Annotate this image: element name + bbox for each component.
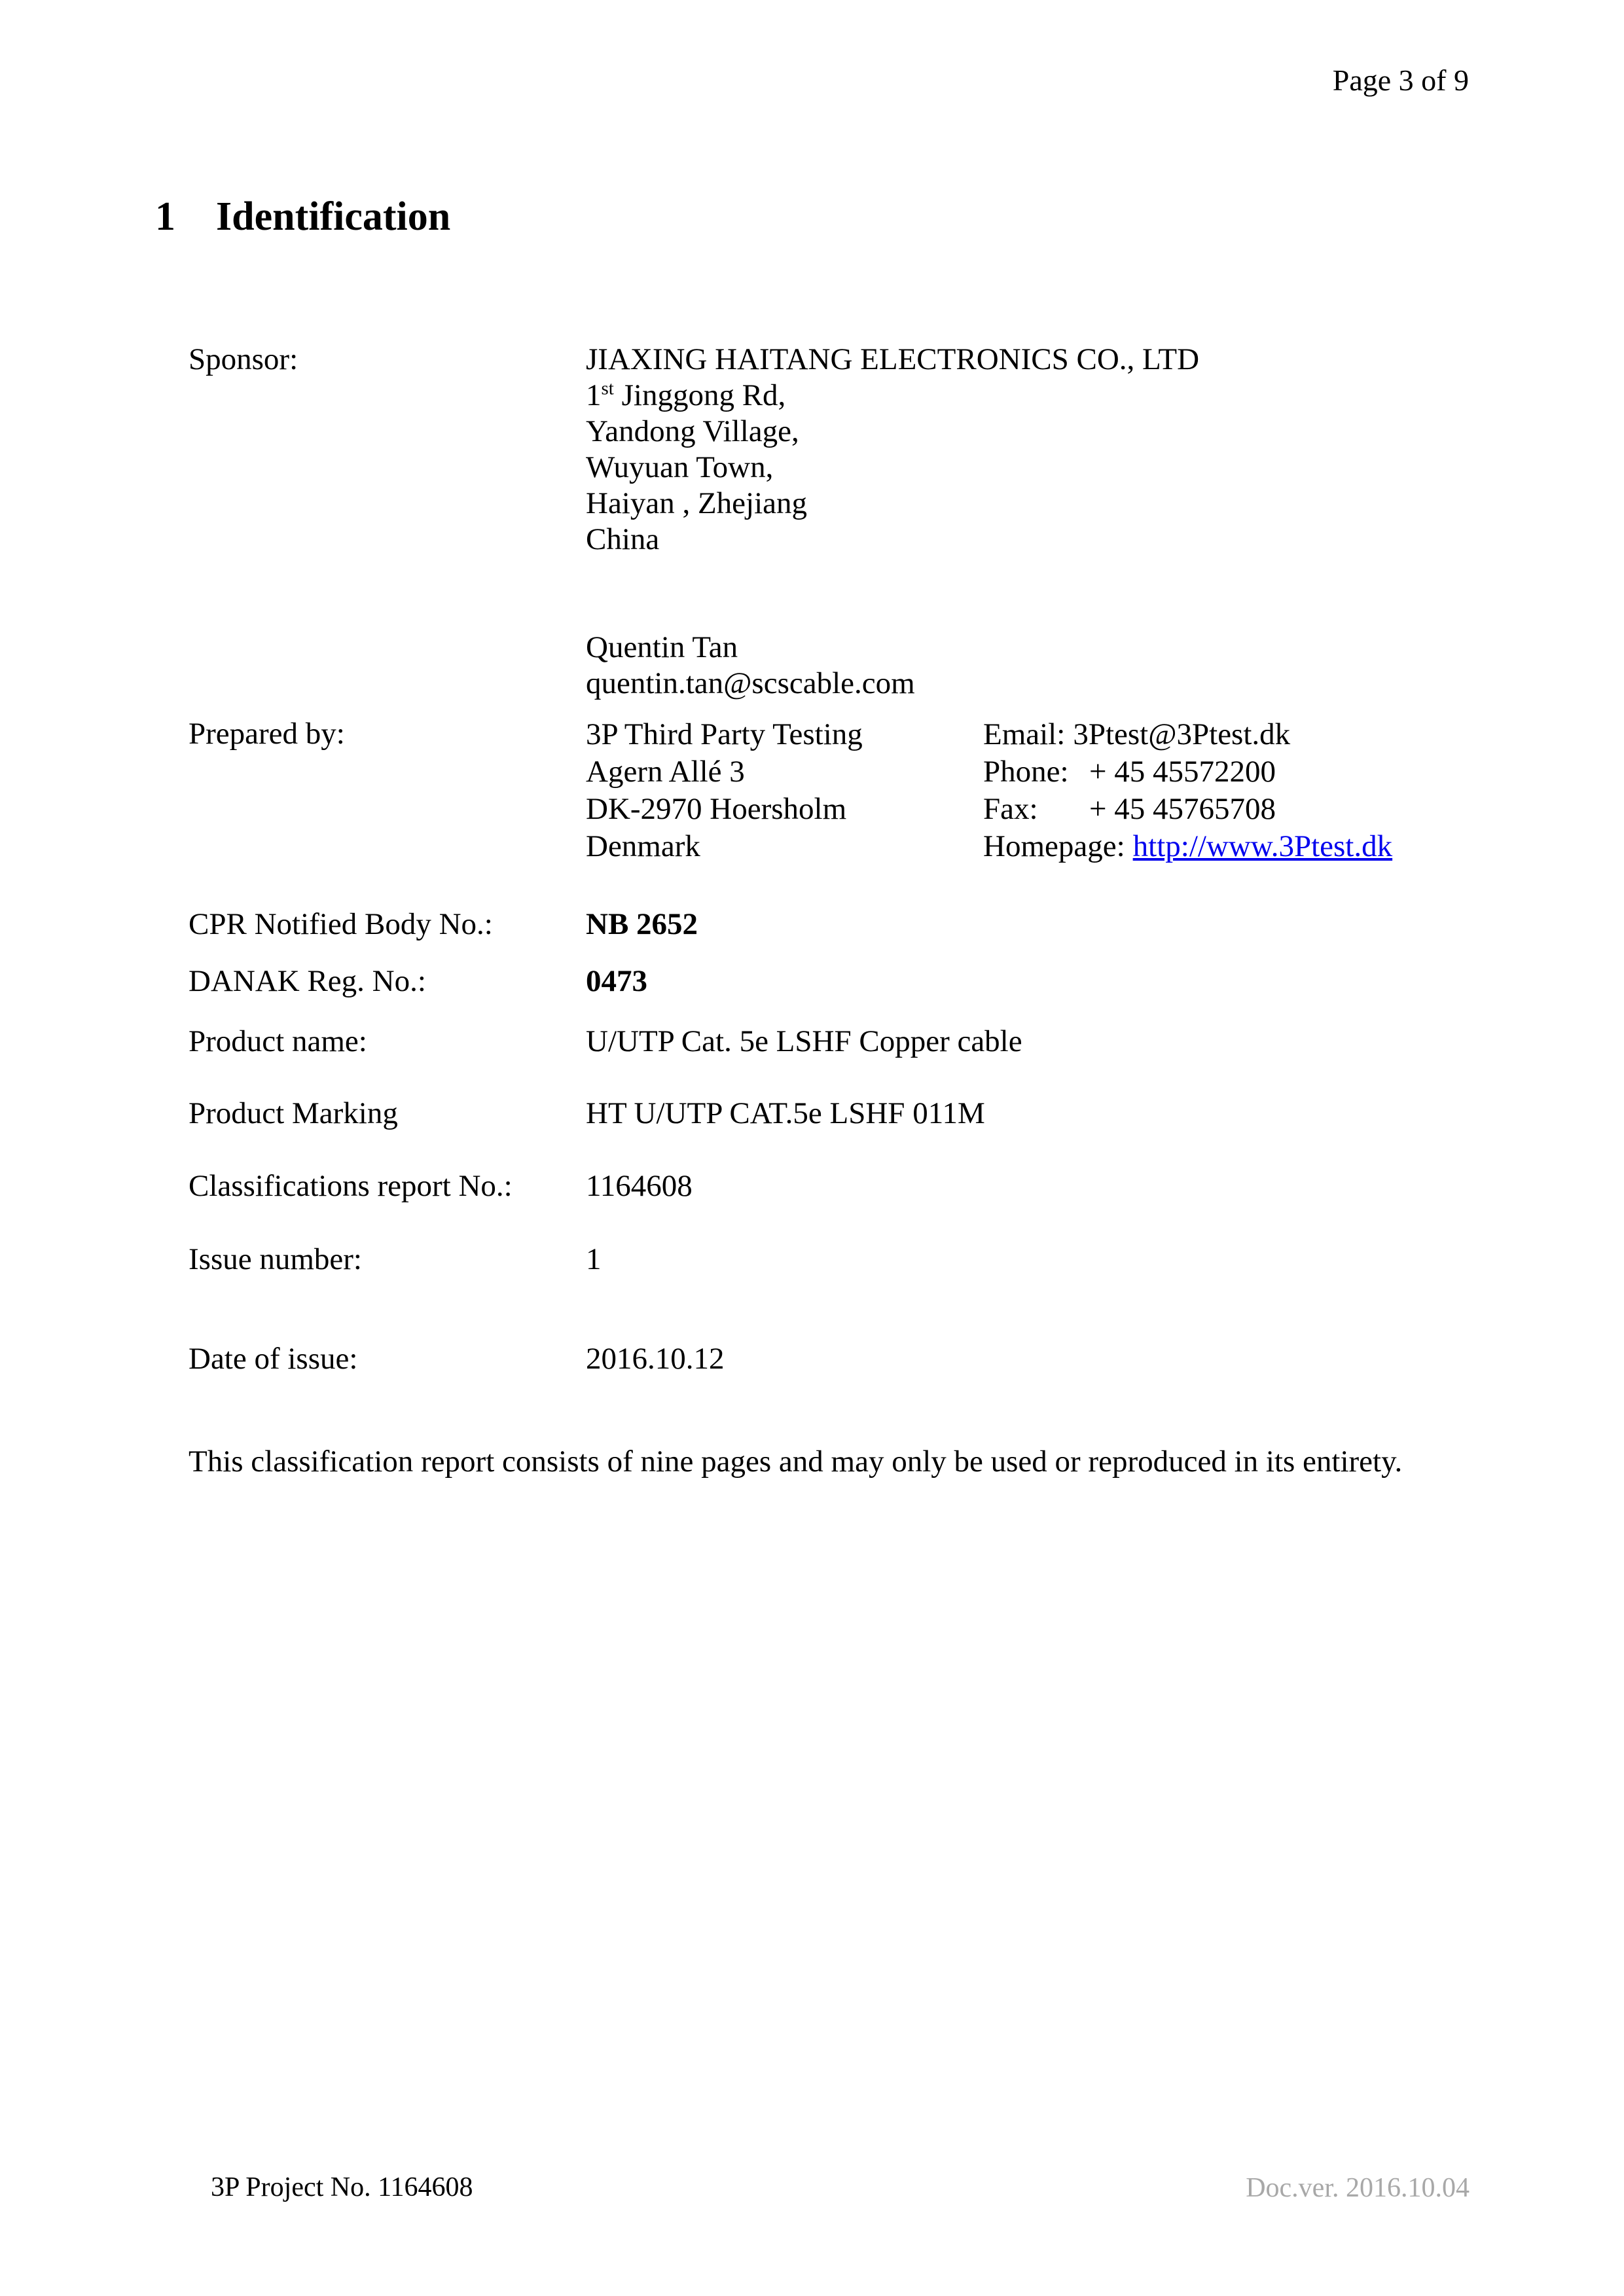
field-row-date-of-issue xyxy=(0,1341,1624,1380)
sponsor-contact-email: quentin.tan@scscable.com xyxy=(586,666,915,700)
sponsor-address-line: Wuyuan Town, xyxy=(586,450,774,484)
page-number: Page 3 of 9 xyxy=(1332,63,1469,97)
field-row-issue-number xyxy=(0,1242,1624,1281)
prepared-by-label: Prepared by: xyxy=(189,717,345,751)
prepared-by-address-line: DK-2970 Hoersholm xyxy=(586,792,847,826)
field-row-cpr-notified-body xyxy=(0,906,1624,946)
field-row-product-marking xyxy=(0,1096,1624,1135)
field-value: 0473 xyxy=(586,964,647,998)
field-label: Product name: xyxy=(189,1024,367,1058)
contact-line-email xyxy=(983,716,1392,753)
phone-value: + 45 45572200 xyxy=(1089,755,1276,789)
field-value: 1 xyxy=(586,1242,602,1276)
sponsor-street-name: Jinggong Rd, xyxy=(613,378,786,412)
field-row-product-name xyxy=(0,1024,1624,1063)
prepared-by-address-line: Agern Allé 3 xyxy=(586,755,745,789)
field-value: 2016.10.12 xyxy=(586,1342,725,1376)
email-value: 3Ptest@3Ptest.dk xyxy=(1073,717,1291,751)
fax-value: + 45 45765708 xyxy=(1089,792,1276,826)
field-label: DANAK Reg. No.: xyxy=(189,964,426,998)
field-label: Issue number: xyxy=(189,1242,362,1276)
sponsor-company: JIAXING HAITANG ELECTRONICS CO., LTD xyxy=(586,342,1200,376)
contact-line-phone xyxy=(983,753,1392,791)
footer-project-number: 3P Project No. 1164608 xyxy=(211,2172,473,2202)
field-value: 1164608 xyxy=(586,1169,693,1203)
spacer xyxy=(586,558,1199,630)
sponsor-street-number: 1 xyxy=(586,378,602,412)
contact-line-homepage xyxy=(983,828,1392,865)
entirety-note: This classification report consists of nine pages and may only be used or reproduced in its entirety. xyxy=(189,1444,1403,1479)
prepared-by-address-line: Denmark xyxy=(586,829,700,863)
email-label: Email: xyxy=(983,717,1066,751)
section-heading xyxy=(155,195,450,238)
field-label: Product Marking xyxy=(189,1096,398,1130)
field-value: HT U/UTP CAT.5e LSHF 011M xyxy=(586,1096,985,1130)
prepared-by-address-block xyxy=(586,716,863,865)
footer-doc-version: Doc.ver. 2016.10.04 xyxy=(1246,2173,1470,2203)
field-label: Date of issue: xyxy=(189,1342,358,1376)
field-value: U/UTP Cat. 5e LSHF Copper cable xyxy=(586,1024,1022,1058)
sponsor-contact-name: Quentin Tan xyxy=(586,630,738,664)
homepage-label: Homepage: xyxy=(983,829,1125,863)
homepage-link[interactable]: http://www.3Ptest.dk xyxy=(1132,829,1393,863)
section-title: Identification xyxy=(216,194,451,239)
contact-line-fax xyxy=(983,791,1392,828)
sponsor-address-line: China xyxy=(586,522,660,556)
prepared-by-contact-block xyxy=(983,716,1392,865)
sponsor-address-line: Haiyan , Zhejiang xyxy=(586,486,808,520)
phone-label: Phone: xyxy=(983,755,1069,789)
fax-label: Fax: xyxy=(983,792,1038,826)
section-number: 1 xyxy=(155,194,175,239)
field-row-classifications-report-no xyxy=(0,1168,1624,1208)
sponsor-address-line: Yandong Village, xyxy=(586,414,799,448)
field-label: Classifications report No.: xyxy=(189,1169,513,1203)
field-value: NB 2652 xyxy=(586,907,698,941)
sponsor-address-line xyxy=(586,378,1199,414)
sponsor-address-block xyxy=(586,342,1199,702)
field-row-danak-reg-no xyxy=(0,963,1624,1003)
ordinal-suffix: st xyxy=(601,378,614,399)
field-label: CPR Notified Body No.: xyxy=(189,907,493,941)
sponsor-label: Sponsor: xyxy=(189,342,298,376)
prepared-by-company: 3P Third Party Testing xyxy=(586,717,863,751)
